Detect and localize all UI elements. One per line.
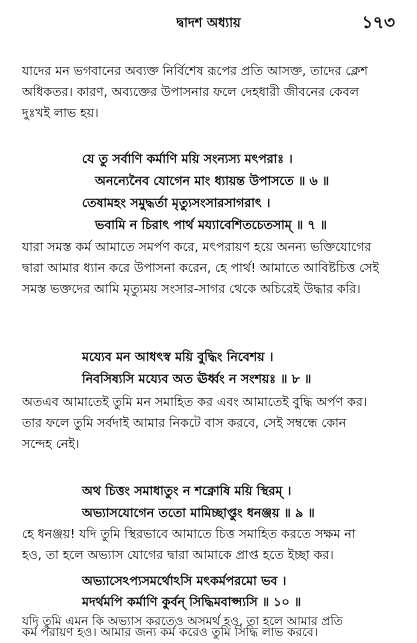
translation-6-7 [22,236,398,299]
translation-line: হও, তা হলে অভ্যাস যোগের দ্বারা আমাকে প্রাপ্ত হতে ইচ্ছা কর। [22,547,334,562]
translation-8 [22,391,398,454]
verse-line: যে তু সর্বাণি কর্মাণি ময়ি সংন্যস্য মৎপরাঃ । [82,151,293,166]
translation-line: অতএব আমাতেই তুমি মন সমাহিত কর এবং আমাতেই বুদ্ধি অর্পণ কর। [22,394,368,409]
intro-line: দুঃখই লাভ হয়। [22,105,99,120]
chapter-title: দ্বাদশ অধ্যায় [176,16,241,31]
translation-line: সন্দেহ নেই। [22,436,80,451]
verse-line: ময্যেব মন আধৎস্ব ময়ি বুদ্ধিং নিবেশয় । [82,349,274,364]
verse-line: নিবসিষ্যসি ময্যেব অত ঊর্ধ্বং ন সংশয়ঃ ॥ ৮ ॥ [82,371,312,386]
verse-line: ভবামি ন চিরাৎ পার্থ ময্যাবেশিতচেতসাম্ ॥ ৭ ॥ [95,217,328,232]
verse-line: অথ চিত্তং সমাধাতুং ন শক্নোষি ময়ি স্থিরম্ । [82,483,292,498]
verse-line: অভ্যাসযোগেন ততো মামিচ্ছাপ্তুং ধনঞ্জয় ॥ ৯ ॥ [82,505,315,520]
translation-10-cont [22,623,398,642]
verse-line: তেষামহং সমুদ্ধর্তা মৃত্যুসংসারসাগরাৎ । [82,195,271,210]
translation-line: যারা সমস্ত কর্ম আমাতে সমর্পণ করে, মৎপরায়ণ হয়ে অনন্য ভক্তিযোগের [22,239,372,254]
translation-line: দ্বারা আমার ধ্যান করে উপাসনা করেন, হে পার্থ! আমাতে আবিষ্টচিত্ত সেই [22,260,380,275]
intro-line: যাদের মন ভগবানের অব্যক্ত নির্বিশেষ রূপের প্রতি আসক্ত, তাদের ক্লেশ [22,63,368,78]
translation-9 [22,523,398,565]
translation-line: হে ধনঞ্জয়! যদি তুমি স্থিরভাবে আমাতে চিত্ত সমাহিত করতে সক্ষম না [22,526,356,541]
verse-line: অনন্যেনৈব যোগেন মাং ধ্যায়ন্ত উপাসতে ॥ ৬ ॥ [95,173,330,188]
intro-line: অধিকতর। কারণ, অব্যক্তের উপাসনার ফলে দেহধারী জীবনের কেবল [22,84,359,99]
translation-line: তার ফলে তুমি সর্বদাই আমার নিকটে বাস করবে, সেই সম্বন্ধে কোন [22,415,347,430]
translation-line: কর্ম পরায়ণ হও। আমার জন্য কর্ম করেও তুমি সিদ্ধি লাভ করবে। [22,625,318,639]
page-number: ১৭৩ [361,13,395,33]
verse-line: মদর্থমপি কর্মাণি কুর্বন্ সিদ্ধিমবাপ্স্যসি ॥ ১০ ॥ [82,594,302,609]
intro-paragraph [22,60,398,123]
verse-line: অভ্যাসেঽপ্যসমর্থোঽসি মৎকর্মপরমো ভব । [82,573,287,588]
translation-line: সমস্ত ভক্তদের আমি মৃত্যুময় সংসার-সাগর থেকে অচিরেই উদ্ধার করি। [22,281,361,296]
translation-line: যদি তুমি এমন কি অভ্যাস করতেও অসমর্থ হও, তা হলে আমার প্রতি [22,614,343,628]
